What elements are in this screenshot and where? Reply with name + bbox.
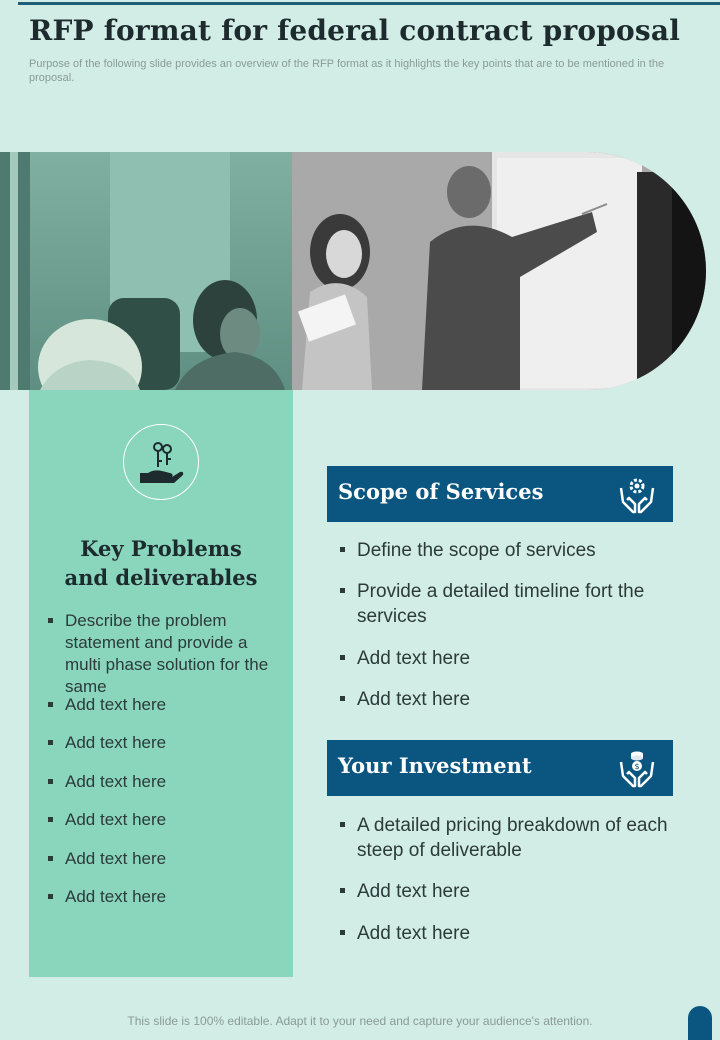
list-item: Describe the problem statement and provide a multi phase solution for the same (47, 610, 279, 694)
page-title: RFP format for federal contract proposal (29, 14, 681, 47)
list-item: A detailed pricing breakdown of each steep of deliverable (338, 813, 668, 879)
meeting-photo-banner (0, 152, 720, 390)
list-item: Add text here (338, 646, 668, 687)
scope-header (327, 466, 673, 522)
footer-note: This slide is 100% editable. Adapt it to your need and capture your audience's attention. (127, 1014, 593, 1028)
key-problems-icon-ring (123, 424, 199, 500)
key-problems-panel (29, 390, 293, 977)
key-problems-title: Key Problems and deliverables (64, 536, 258, 590)
list-item: Add text here (338, 687, 668, 728)
svg-text:$: $ (634, 762, 640, 771)
list-item: Add text here (47, 809, 279, 847)
page-corner-tab (688, 1006, 712, 1040)
list-item: Add text here (47, 694, 279, 732)
hands-with-gear-icon (617, 474, 657, 514)
hand-with-keys-icon (136, 437, 188, 489)
page-subtitle: Purpose of the following slide provides an overview of the RFP format as it highlights the key points that are to be mentioned in the proposal. (29, 58, 665, 84)
scope-list (338, 538, 668, 728)
top-accent-bar (18, 2, 720, 5)
list-item: Add text here (47, 848, 279, 886)
list-item: Add text here (338, 921, 668, 963)
meeting-photo-left (0, 152, 292, 390)
list-item: Define the scope of services (338, 538, 668, 579)
key-problems-list (47, 610, 279, 924)
list-item: Provide a detailed timeline fort the services (338, 579, 668, 646)
investment-list (338, 813, 668, 963)
investment-header (327, 740, 673, 796)
list-item: Add text here (47, 732, 279, 770)
investment-title: Your Investment (338, 753, 532, 778)
meeting-photo-right (292, 152, 706, 390)
hands-with-coins-icon (617, 748, 657, 788)
scope-title: Scope of Services (338, 479, 544, 504)
list-item: Add text here (47, 886, 279, 924)
list-item: Add text here (47, 771, 279, 809)
list-item: Add text here (338, 879, 668, 921)
